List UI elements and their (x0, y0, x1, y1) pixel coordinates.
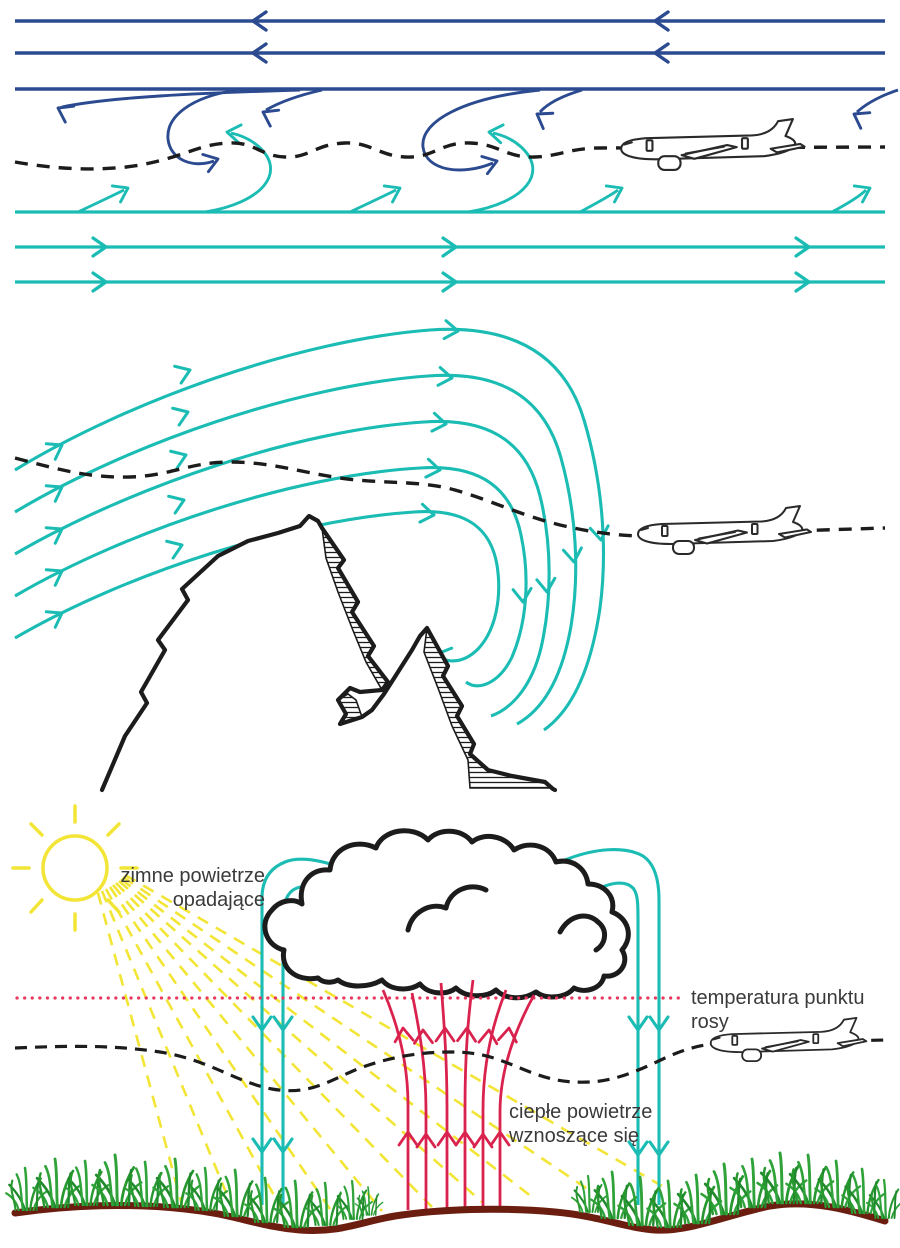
mountain-icon (102, 516, 555, 790)
airplane-icon (638, 506, 811, 554)
warm-air-label-line1: ciepłe powietrze (509, 1101, 653, 1123)
warm-air-label (509, 1100, 689, 1148)
cold-air-label-line1: zimne powietrze (120, 865, 265, 887)
mountain-wave-panel (15, 321, 885, 790)
cold-air-label-line2: opadające (172, 889, 265, 911)
warm-air-updrafts (383, 980, 534, 1210)
lower-wind-lines (15, 212, 885, 282)
cold-air-label (45, 864, 265, 912)
warm-air-label-line2: wznoszące się (509, 1125, 640, 1147)
grass-icon (6, 1153, 900, 1227)
dew-point-label (691, 986, 896, 1034)
airplane-icon (621, 119, 804, 170)
dew-point-label-text: temperatura punktu rosy (691, 987, 865, 1033)
upper-wind-lines (15, 21, 885, 89)
wind-shear-panel (15, 12, 898, 291)
